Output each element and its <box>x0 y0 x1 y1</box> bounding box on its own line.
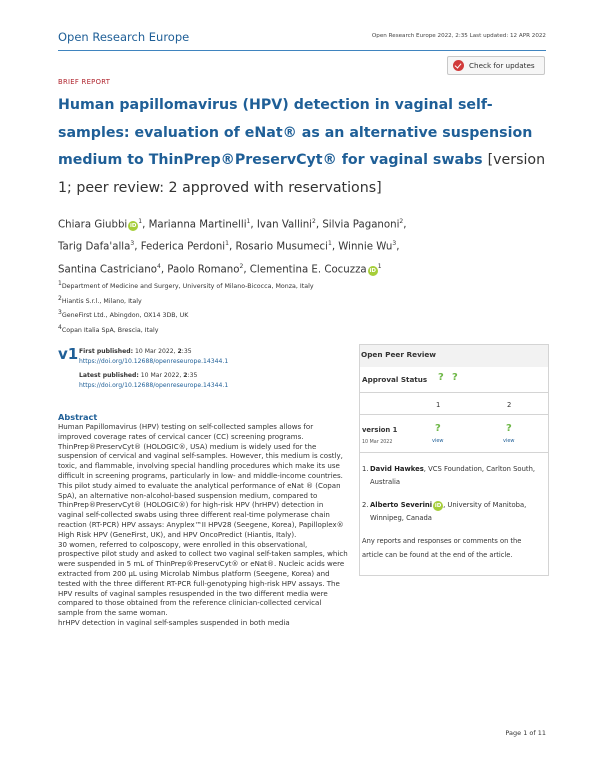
panel-divider <box>360 414 548 415</box>
orcid-icon[interactable]: iD <box>130 223 137 230</box>
journal-name[interactable]: Open Research Europe <box>58 30 190 44</box>
approval-status-mark-icon: ? <box>438 372 444 383</box>
author-affiliation-ref: 2 <box>312 218 316 225</box>
affiliation-text: Hiantis S.r.l., Milano, Italy <box>61 297 142 305</box>
reviewer-list <box>362 463 542 535</box>
affiliation-number: 4 <box>58 324 62 332</box>
orcid-icon[interactable]: iD <box>369 268 376 275</box>
author-affiliation-ref: 3 <box>130 240 135 248</box>
reviewer-number: 1. <box>362 465 369 473</box>
affiliation-list <box>58 278 528 337</box>
reviewer-number: 2. <box>362 500 369 509</box>
author-name[interactable]: Silvia Paganoni <box>322 219 400 231</box>
version-badge: v1 <box>58 345 79 363</box>
first-published-doi-link[interactable]: https://doi.org/10.12688/openreseurope.14344.1 <box>79 357 229 365</box>
author-name[interactable]: Chiara Giubbi <box>58 219 128 231</box>
affiliation-item <box>58 307 528 322</box>
author-affiliation-ref: 1 <box>327 240 332 248</box>
latest-published-label: Latest published: <box>79 372 139 379</box>
latest-published-volume: 2 <box>183 372 188 379</box>
article-title <box>58 92 553 202</box>
affiliation-text: Copan Italia SpA, Brescia, Italy <box>61 327 159 335</box>
reviewer-1-status-icon[interactable]: ? <box>435 423 441 434</box>
affiliation-text: Department of Medicine and Surgery, University of Milano-Bicocca, Monza, Italy <box>61 283 314 291</box>
author-affiliation-ref: 1 <box>138 218 143 225</box>
affiliation-number: 2 <box>58 294 62 302</box>
author-name[interactable]: Paolo Romano <box>167 264 240 276</box>
header-meta: Open Research Europe 2022, 2:35 Last updated: 12 APR 2022 <box>371 33 546 39</box>
latest-published-doi-link[interactable]: https://doi.org/10.12688/openreseurope.14344.1 <box>79 381 229 389</box>
reviewer-2-status-icon[interactable]: ? <box>506 423 512 434</box>
author-name[interactable]: Santina Castriciano <box>58 264 157 276</box>
author-name[interactable]: Ivan Vallini <box>256 219 313 231</box>
article-version-status: [version 1; peer review: 2 approved with reservations] <box>58 152 546 196</box>
article-type: BRIEF REPORT <box>58 78 111 86</box>
affiliation-text: GeneFirst Ltd., Abingdon, OX14 3DB, UK <box>61 312 189 320</box>
reviewer-1-view-link[interactable]: view <box>432 438 444 444</box>
check-updates-label: Check for updates <box>469 61 535 70</box>
author-affiliation-ref: 1 <box>246 218 251 225</box>
peer-review-note: Any reports and responses or comments on the article can be found at the end of the article. <box>362 537 522 559</box>
approval-status-mark-icon: ? <box>452 372 458 383</box>
author-name[interactable]: Winnie Wu <box>338 241 393 253</box>
check-updates-icon <box>453 60 464 71</box>
author-name[interactable]: Marianna Martinelli <box>148 219 247 231</box>
abstract-paragraph: Human Papillomavirus (HPV) testing on self-collected samples allows for improved coverage rates of cervical cancer (CC) screening programs. ThinPrep®PreservCyt® (HOLOGIC®, USA) medium is widely used for the suspension of cervical and vaginal self-samples. However, this medium is costly, toxic, and flammable, involving special handling procedures which make its use difficult in screening programs, particularly in low- and middle-income countries. <box>58 422 343 480</box>
first-published <box>79 347 228 366</box>
affiliation-number: 3 <box>58 309 62 317</box>
reviewer-name[interactable]: David Hawkes <box>370 465 424 473</box>
latest-published <box>79 371 228 390</box>
first-published-label: First published: <box>79 348 134 355</box>
panel-divider <box>360 452 548 453</box>
reviewer-name[interactable]: Alberto Severini <box>370 500 433 509</box>
author-list: Chiara Giubbi $iD^1$, Marianna Martinelli$^1$, Ivan Vallini$^2$, Silvia Paganoni$^2$, Tarig Dafa'alla$^3$, Federica Perdoni$^1$, Rosario Musumeci$^1$, Winnie Wu$^3$, Santina Castriciano$^4$, Paolo Romano$^2$, Clementina E. Cocuzza $iD^1$ <box>58 218 407 276</box>
affiliation-item <box>58 293 528 308</box>
review-version-date: 10 Mar 2022 <box>362 440 393 445</box>
author-affiliation-ref: 4 <box>156 262 161 270</box>
author-affiliation-ref: 1 <box>377 262 382 270</box>
check-for-updates-button[interactable] <box>447 56 545 75</box>
affiliation-item <box>58 278 528 293</box>
page-header <box>58 30 546 50</box>
author-affiliation-ref: 2 <box>399 218 404 225</box>
affiliation-item <box>58 322 528 337</box>
abstract-paragraph: 30 women, referred to colposcopy, were enrolled in this observational, prospective pilot study and asked to collect two vaginal self-taken samples, which were suspended in 5 mL of ThinPrep®PreservCyt® or eNat®. Nucleic acids were extracted from 200 µL using Microlab Nimbus platform (Seegene, Korea) and tested with the three different RT-PCR full-genotyping high-risk HPV assays. The HPV results of vaginal samples resuspended in the two different media were compared to those obtained from the reference clinician-collected cervical sample from the same woman. <box>58 539 348 618</box>
header-divider <box>58 50 546 51</box>
abstract-paragraph: This pilot study aimed to evaluate the analytical performance of eNat ® (Copan SpA), an alternative non-alcohol-based suspension medium, compared to ThinPrep®PreservCyt® (HOLOGIC®) for high-risk HPV (hrHPV) detection in vaginal self-collected swabs using three different real-time polymerase chain reaction (RT-PCR) HPV assays: Anyplex™II HPV28 (Seegene, Korea), Papilloplex® High Risk HPV (GeneFirst, UK), and HPV OncoPredict (Hiantis, Italy). <box>58 480 344 539</box>
reviewer-affiliation: , University of Manitoba, Winnipeg, Canada <box>370 500 527 523</box>
author-name[interactable]: Federica Perdoni <box>140 241 226 253</box>
article-title-main: Human papillomavirus (HPV) detection in vaginal self-samples: evaluation of eNat® as an alternative suspension medium to ThinPrep®PreservCyt® for vaginal swabs <box>58 97 533 168</box>
panel-divider <box>360 392 548 393</box>
author-affiliation-ref: 2 <box>239 262 244 270</box>
author-name[interactable]: Rosario Musumeci <box>235 241 328 253</box>
reviewer-affiliation: , VCS Foundation, Carlton South, Australia <box>370 465 536 487</box>
review-version-label: version 1 <box>362 426 398 434</box>
author-affiliation-ref: 3 <box>392 240 397 248</box>
affiliation-number: 1 <box>58 280 62 287</box>
author-name[interactable]: Clementina E. Cocuzza <box>249 264 367 276</box>
peer-review-title: Open Peer Review <box>361 350 437 359</box>
author-affiliation-ref: 1 <box>225 240 229 248</box>
abstract-body <box>58 422 348 628</box>
reviewer-item <box>362 499 542 526</box>
reviewer-column-1: 1 <box>436 401 441 409</box>
abstract-paragraph: hrHPV detection in vaginal self-samples suspended in both media <box>58 617 290 627</box>
abstract-heading: Abstract <box>58 412 98 422</box>
first-published-volume: 2 <box>177 348 182 355</box>
latest-published-date: 10 Mar 2022, <box>140 372 182 379</box>
author-name[interactable]: Tarig Dafa'alla <box>58 241 131 253</box>
first-published-date: 10 Mar 2022, <box>135 348 176 355</box>
reviewer-2-view-link[interactable]: view <box>503 438 515 444</box>
reviewer-item <box>362 463 542 490</box>
page-number: Page 1 of 11 <box>505 729 546 737</box>
approval-status-label: Approval Status <box>362 375 428 384</box>
orcid-icon[interactable]: iD <box>434 502 442 509</box>
first-published-article: :35 <box>181 348 192 355</box>
latest-published-article: :35 <box>187 372 198 379</box>
reviewer-column-2: 2 <box>507 401 512 409</box>
